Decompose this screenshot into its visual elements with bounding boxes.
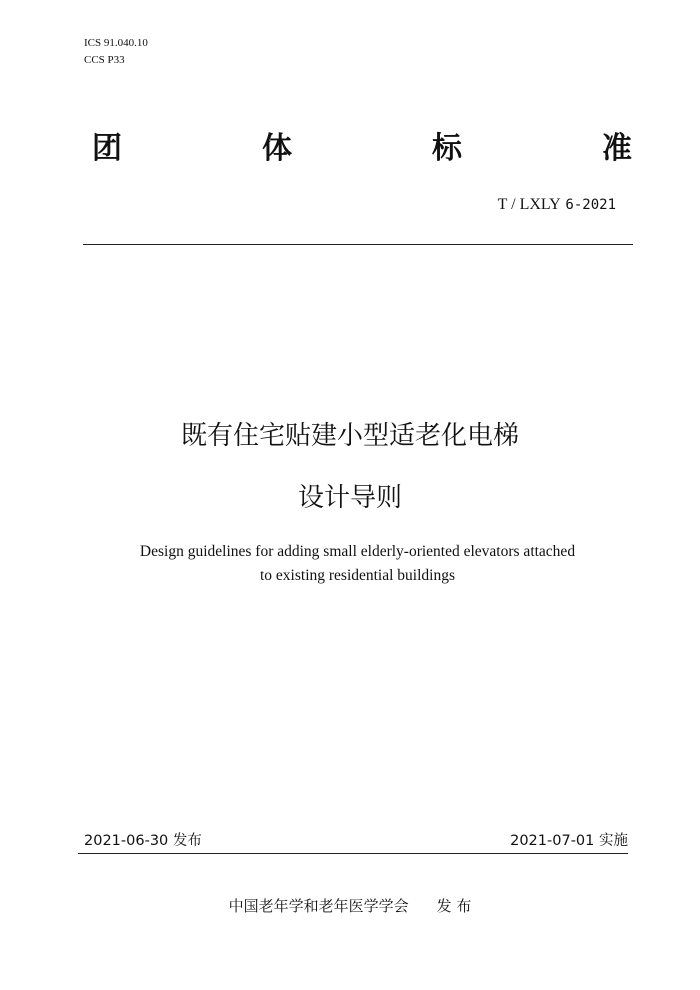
title-chinese-line2: 设计导则 (297, 483, 402, 513)
standard-number-prefix: T / LXLY (497, 196, 561, 213)
standard-type-char: 团 (92, 131, 122, 166)
publish-date: 2021-06-30 (84, 833, 169, 849)
issuing-organization: 中国老年学和老年医学学会 (228, 897, 409, 915)
standard-number-suffix: 6-2021 (565, 197, 616, 213)
title-chinese-line1: 既有住宅贴建小型适老化电梯 (180, 421, 519, 451)
publish-label: 发布 (172, 833, 202, 849)
title-english-line2: to existing residential buildings (259, 567, 456, 584)
issuer-line (0, 896, 700, 916)
standard-type-char: 准 (602, 131, 632, 166)
standard-type-char: 体 (262, 131, 292, 166)
implement-info (510, 831, 628, 851)
ics-code: ICS 91.040.10 (84, 37, 148, 49)
bottom-divider (78, 853, 628, 854)
title-english (60, 540, 655, 588)
implement-label: 实施 (599, 833, 628, 849)
classification-codes (84, 35, 148, 69)
title-english-line1: Design guidelines for adding small elderly-oriented elevators attached (139, 543, 576, 560)
publish-info (84, 831, 202, 851)
issue-action: 发 布 (436, 897, 472, 915)
standard-type-heading (92, 129, 632, 169)
standard-number (498, 195, 616, 214)
ccs-code: CCS P33 (84, 54, 125, 66)
standard-type-char: 标 (432, 131, 462, 166)
top-divider (83, 244, 633, 245)
implement-date: 2021-07-01 (510, 833, 595, 849)
date-row (84, 831, 628, 851)
